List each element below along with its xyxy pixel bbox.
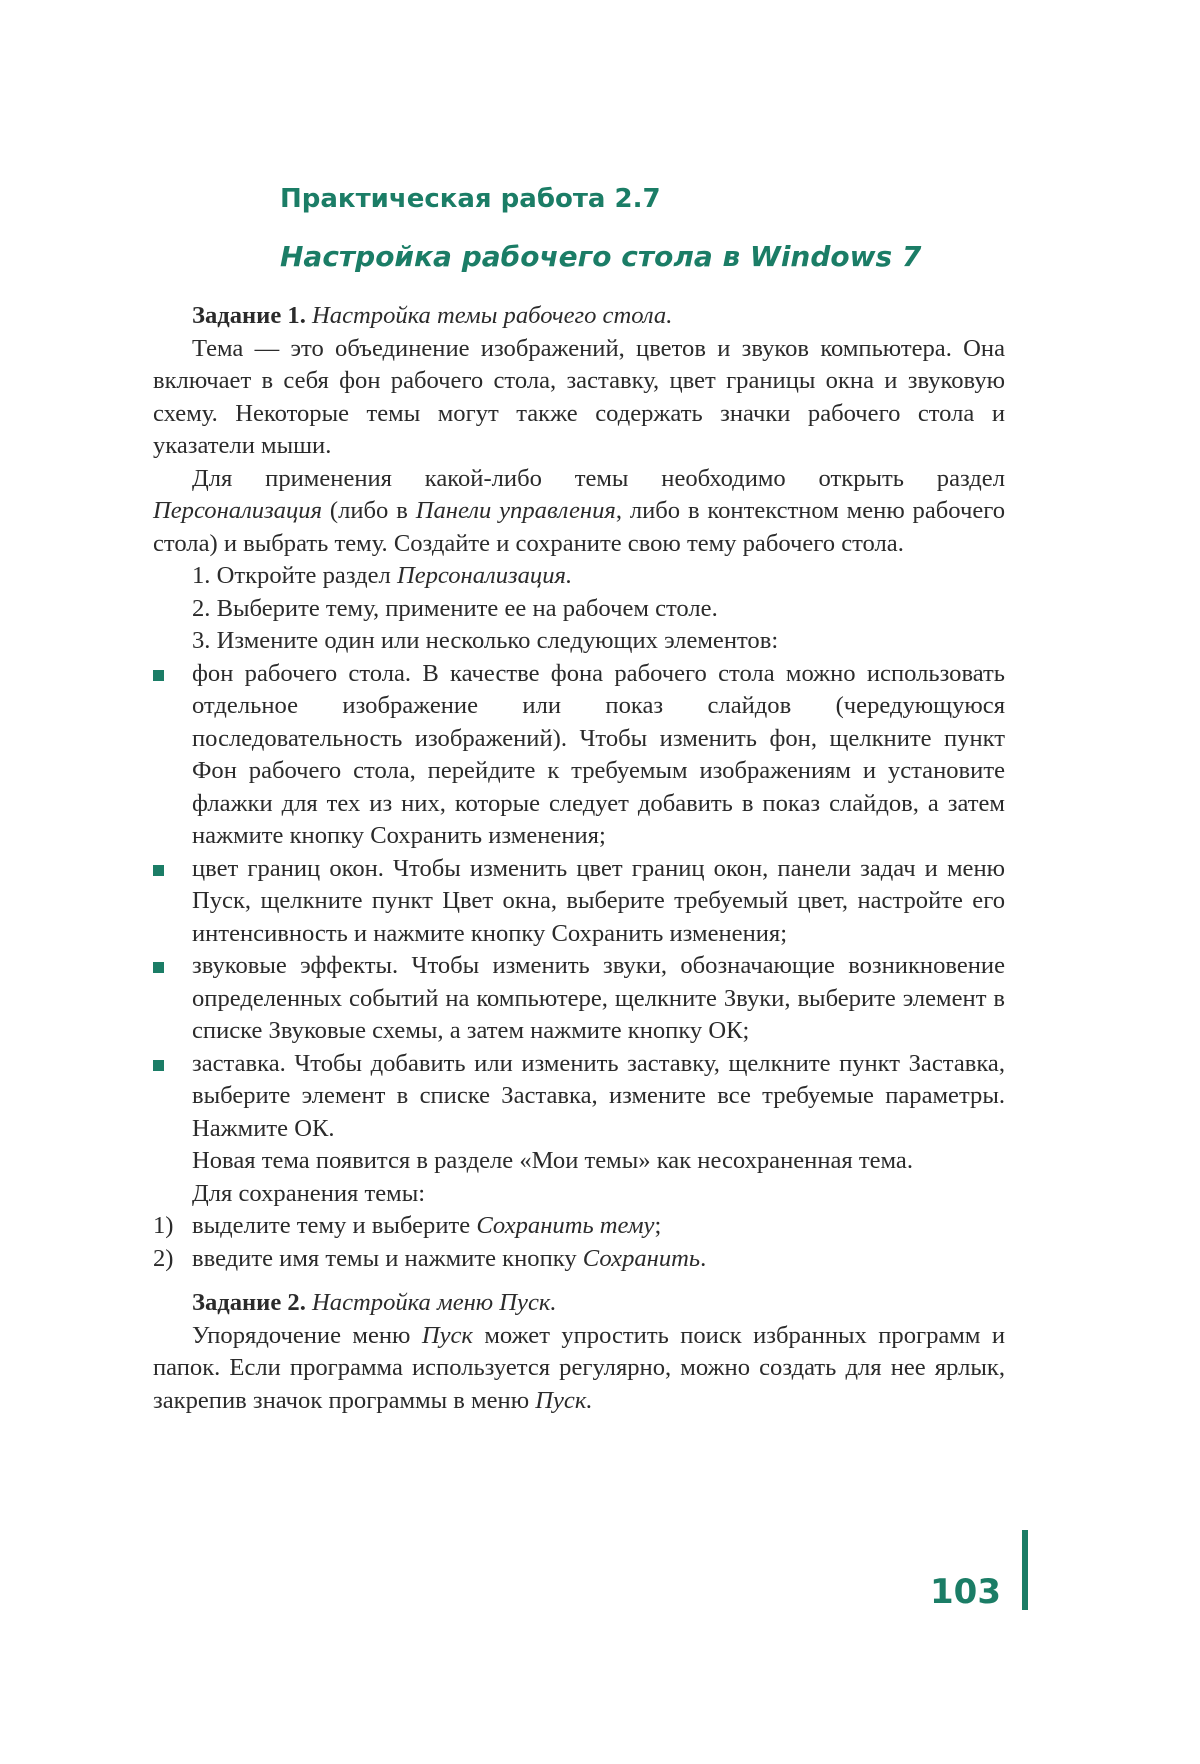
save-step	[153, 1210, 1005, 1243]
text-span: ;	[654, 1212, 662, 1239]
italic-term: Сохранить	[582, 1244, 701, 1272]
step-number: 1)	[153, 1212, 174, 1239]
practical-work-subtitle: Настройка рабочего стола в Windows 7	[280, 240, 922, 273]
task1-step-2: 2. Выберите тему, примените ее на рабочем столе.	[192, 594, 718, 622]
bullet-text: цвет границ окон. Чтобы изменить цвет границ окон, панели задач и меню Пуск, щелкните пункт Цвет окна, выберите требуемый цвет, настройте его интенсивность и нажмите кнопку Сохранить изменения;	[192, 854, 1005, 947]
bullet-item	[153, 1048, 1005, 1146]
bullet-square-icon	[153, 670, 164, 681]
task1-paragraph-2	[153, 463, 1005, 561]
italic-term: Пуск	[421, 1321, 473, 1349]
task2-paragraph-1	[153, 1320, 1005, 1418]
page-number: 103	[930, 1572, 1001, 1612]
bullet-text: заставка. Чтобы добавить или изменить заставку, щелкните пункт Заставка, выберите элемент в списке Заставка, измените все требуемые параметры. Нажмите ОК.	[192, 1049, 1005, 1142]
task1-step-1	[153, 560, 1005, 593]
text-span: (либо в	[322, 497, 416, 524]
bullet-item	[153, 950, 1005, 1048]
task1-heading	[153, 300, 1005, 333]
italic-term: Сохранить тему	[476, 1212, 655, 1239]
bullet-item	[153, 853, 1005, 951]
task1-paragraph-3: Новая тема появится в разделе «Мои темы» как несохраненная тема.	[192, 1147, 913, 1174]
bullet-text: звуковые эффекты. Чтобы изменить звуки, обозначающие возникновение определенных событий на компьютере, щелкните Звуки, выберите элемент в списке Звуковые схемы, а затем нажмите кнопку ОК;	[192, 952, 1005, 1044]
bullet-text: фон рабочего стола. В качестве фона рабочего стола можно использовать отдельное изображение или показ слайдов (чередующуюся последовательность изображений). Чтобы изменить фон, щелкните пункт Фон рабочего стола, перейдите к требуемым изображениям и установите флажки для тех из них, которые следует добавить в показ слайдов, а затем нажмите кнопку Сохранить изменения;	[192, 659, 1005, 849]
bullet-square-icon	[153, 865, 164, 876]
task1-label: Задание 1.	[192, 302, 306, 329]
task1-paragraph-4: Для сохранения темы:	[192, 1179, 426, 1207]
text-span: может упростить поиск избранных программ и папок. Если программа используется регулярно, можно создать для нее ярлык, закрепив значок программы в меню	[153, 1321, 1005, 1414]
practical-work-title: Практическая работа 2.7	[280, 184, 661, 214]
text-span: введите имя темы и нажмите кнопку	[192, 1244, 583, 1272]
text-span: Для применения какой-либо темы необходимо открыть раздел	[192, 464, 1005, 492]
step-number: 2)	[153, 1244, 174, 1272]
italic-term: Панели управления	[415, 497, 616, 524]
task1-step-3: 3. Измените один или несколько следующих элементов:	[192, 627, 779, 654]
bullet-square-icon	[153, 962, 164, 973]
bullet-item	[153, 658, 1005, 853]
task2-title: Настройка меню Пуск.	[312, 1289, 557, 1316]
task1-paragraph-1: Тема — это объединение изображений, цветов и звуков компьютера. Она включает в себя фон рабочего стола, заставку, цвет границы окна и звуковую схему. Некоторые темы могут также содержать значки рабочего стола и указатели мыши.	[153, 334, 1005, 459]
text-span: , либо в контекстном меню рабочего стола) и выбрать тему. Создайте и сохраните свою тему рабочего стола.	[153, 497, 1006, 557]
page-body	[153, 300, 1005, 1417]
italic-term: Персонализация.	[396, 562, 573, 589]
italic-term: Персонализация	[153, 497, 323, 524]
italic-term: Пуск.	[535, 1386, 593, 1414]
task1-title: Настройка темы рабочего стола.	[312, 302, 673, 329]
task2-label: Задание 2.	[192, 1289, 306, 1316]
task2-heading	[153, 1287, 1005, 1320]
save-step	[153, 1243, 1005, 1276]
text-span: Упорядочение меню	[192, 1321, 422, 1349]
text-span: 1. Откройте раздел	[192, 562, 397, 589]
text-span: .	[700, 1244, 707, 1272]
bullet-square-icon	[153, 1060, 164, 1071]
page-margin-rule	[1022, 1530, 1028, 1610]
text-span: выделите тему и выберите	[192, 1212, 477, 1239]
